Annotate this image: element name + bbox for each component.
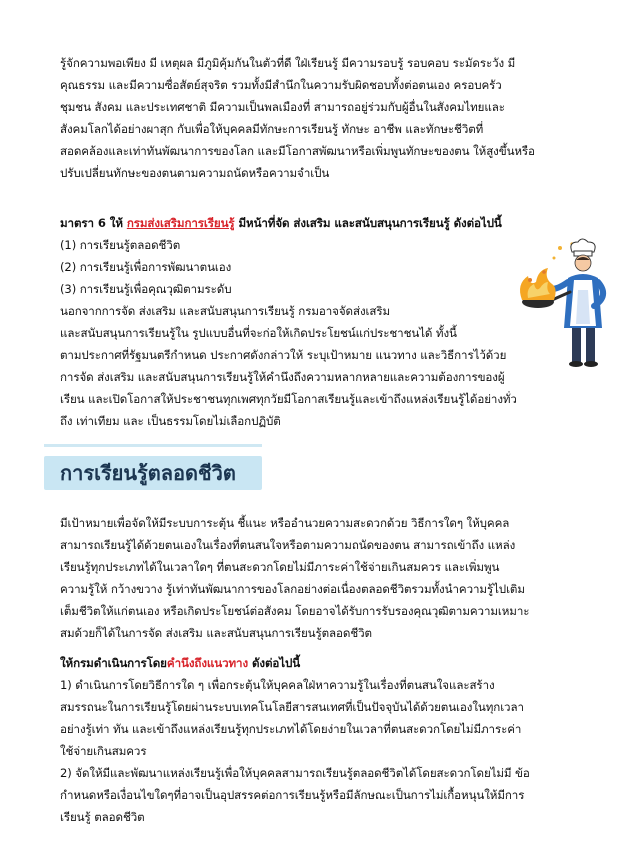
text-line: ถึง เท่าเทียม และ เป็นธรรมโดยไม่เลือกปฏิบัติ (60, 414, 281, 428)
text-line: รู้จักความพอเพียง มี เหตุผล มีภูมิคุ้มกันในตัวที่ดี ใฝ่เรียนรู้ มีความรอบรู้ รอบคอบ ระมัดระวัง มี (60, 56, 516, 70)
section-6 (60, 212, 517, 432)
text-line: 1) ดำเนินการโดยวิธีการใด ๆ เพื่อกระตุ้นให้บุคคลใฝ่หาความรู้ในเรื่องที่ตนสนใจและสร้าง (60, 678, 495, 692)
text-line: เรียน และเปิดโอกาสให้ประชาชนทุกเพศทุกวัยมีโอกาสเรียนรู้และเข้าถึงแหล่งเรียนรู้ได้อย่างทั่ว (60, 392, 517, 406)
text-line: อย่างรู้เท่า ทัน และเข้าถึงแหล่งเรียนรู้ทุกประเภทได้โดยง่ายในเวลาที่ตนสะดวกโดยไม่มีภาระค่า (60, 722, 522, 736)
guidelines-section (60, 652, 530, 828)
text-line: สามารถเรียนรู้ได้ด้วยตนเองในเรื่องที่ตนสนใจหรือตามความถนัดของตน สามารถเข้าถึง แหล่ง (60, 538, 516, 552)
list-item: (1) การเรียนรู้ตลอดชีวิต (60, 238, 181, 252)
text-line: ความรู้ให้ กว้างขวาง รู้เท่าทันพัฒนาการของโลกอย่างต่อเนื่องตลอดชีวิตรวมทั้งนำความรู้ไปเติม (60, 582, 525, 596)
text-line: ชุมชน สังคม และประเทศชาติ มีความเป็นพลเมืองที่ สามารถอยู่ร่วมกับผู้อื่นในสังคมไทยและ (60, 100, 505, 114)
section-heading: การเรียนรู้ตลอดชีวิต (60, 461, 236, 485)
text-line: 2) จัดให้มีและพัฒนาแหล่งเรียนรู้เพื่อให้บุคคลสามารถเรียนรู้ตลอดชีวิตได้โดยสะดวกโดยไม่มี ข้อ (60, 766, 530, 780)
guidelines-suffix: ดังต่อไปนี้ (248, 656, 301, 670)
text-line: ตามประกาศที่รัฐมนตรีกำหนด ประกาศดังกล่าวให้ ระบุเป้าหมาย แนวทาง และวิธีการไว้ด้วย (60, 348, 507, 362)
list-item: (2) การเรียนรู้เพื่อการพัฒนาตนเอง (60, 260, 232, 274)
guidelines-highlight: คำนึงถึงแนวทาง (166, 656, 249, 670)
section-6-prefix: มาตรา 6 ให้ (60, 216, 127, 230)
text-line: ปรับเปลี่ยนทักษะของตนตามความถนัดหรือความจำเป็น (60, 166, 330, 180)
heading-top-rule (44, 444, 262, 447)
text-line: การจัด ส่งเสริม และสนับสนุนการเรียนรู้ให้คำนึงถึงความหลากหลายและความต้องการของผู้ (60, 370, 505, 384)
text-line: สอดคล้องและเท่าทันพัฒนาการของโลก และมีโอกาสพัฒนาหรือเพิ่มพูนทักษะของตน ให้สูงขึ้นหรือ (60, 144, 535, 158)
text-line: กำหนดหรือเงื่อนไขใดๆที่อาจเป็นอุปสรรคต่อการเรียนรู้หรือมีลักษณะเป็นการไม่เกื้อหนุนให้มีการ (60, 788, 525, 802)
department-link[interactable]: กรมส่งเสริมการเรียนรู้ (126, 216, 235, 230)
text-line: สมรรถนะในการเรียนรู้โดยผ่านระบบเทคโนโลยีสารสนเทศที่เป็นปัจจุบันได้ด้วยตนเองในทุกเวลา (60, 700, 524, 714)
text-line: เต็มชีวิตให้แก่ตนเอง หรือเกิดประโยชน์ต่อสังคม โดยอาจได้รับการรับรองคุณวุฒิตามความเหมาะ (60, 604, 530, 618)
intro-paragraph (60, 52, 535, 184)
text-line: สมด้วยก็ได้ในการจัด ส่งเสริม และสนับสนุนการเรียนรู้ตลอดชีวิต (60, 626, 372, 640)
text-line: ใช้จ่ายเกินสมควร (60, 744, 147, 758)
text-line: นอกจากการจัด ส่งเสริม และสนับสนุนการเรียนรู้ กรมอาจจัดส่งเสริม (60, 304, 391, 318)
text-line: เรียนรู้ ตลอดชีวิต (60, 810, 145, 824)
text-line: เรียนรู้ทุกประเภทได้ในเวลาใดๆ ที่ตนสะดวกโดยไม่มีภาระค่าใช้จ่ายเกินสมควร และเพิ่มพูน (60, 560, 500, 574)
section-6-lead (60, 212, 517, 234)
text-line: และสนับสนุนการเรียนรู้ใน รูปแบบอื่นที่จะก่อให้เกิดประโยชน์แก่ประชาชนได้ ทั้งนี้ (60, 326, 457, 340)
text-line: คุณธรรม และมีความซื่อสัตย์สุจริต รวมทั้งมีสำนึกในความรับผิดชอบทั้งต่อตนเอง ครอบครัว (60, 78, 502, 92)
guidelines-lead (60, 652, 530, 674)
text-line: มีเป้าหมายเพื่อจัดให้มีระบบการะตุ้น ชี้แนะ หรืออำนวยความสะดวกด้วย วิธีการใดๆ ให้บุคคล (60, 516, 510, 530)
list-item: (3) การเรียนรู้เพื่อคุณวุฒิตามระดับ (60, 282, 232, 296)
guidelines-prefix: ให้กรมดำเนินการโดย (60, 656, 167, 670)
chef-cooking-illustration (500, 238, 612, 368)
text-line: สังคมโลกได้อย่างผาสุก กับเพื่อให้บุคคลมีทักษะการเรียนรู้ ทักษะ อาชีพ และทักษะชีวิตที่ (60, 122, 484, 136)
section-6-suffix: มีหน้าที่จัด ส่งเสริม และสนับสนุนการเรียนรู้ ดังต่อไปนี้ (234, 216, 502, 230)
lifelong-learning-paragraph (60, 512, 529, 644)
section-heading-band (44, 442, 262, 504)
